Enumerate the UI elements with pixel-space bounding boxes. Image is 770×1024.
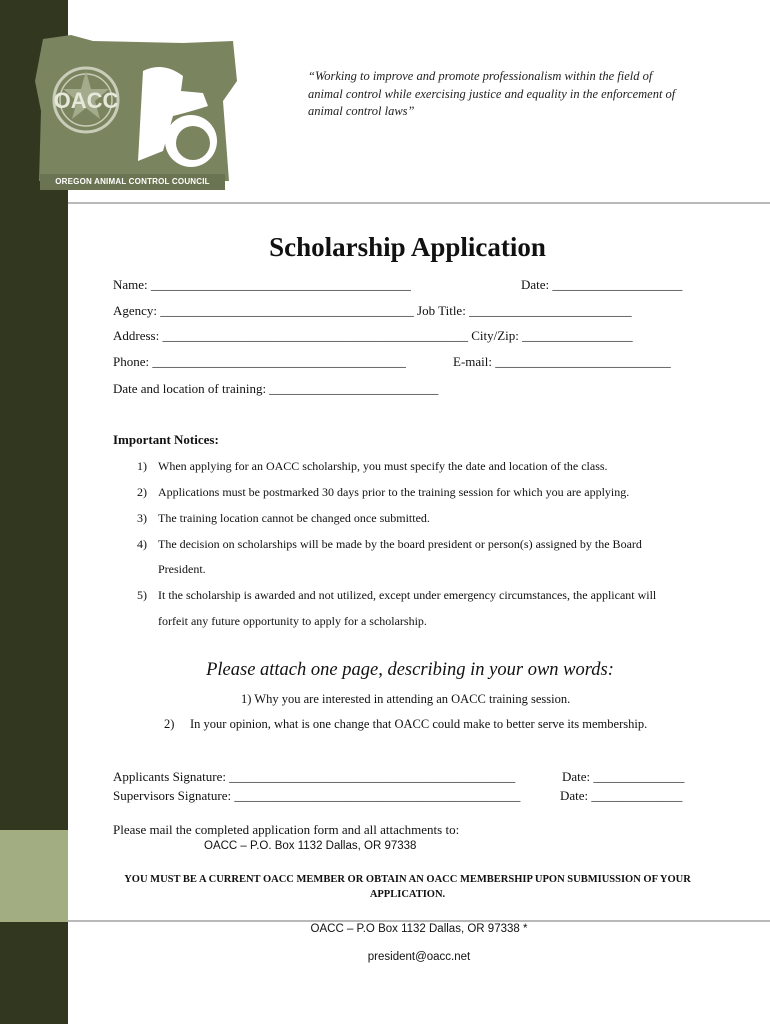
logo-text: OACC — [53, 88, 119, 113]
notice-item — [137, 537, 642, 552]
logo-caption: OREGON ANIMAL CONTROL COUNCIL — [40, 174, 225, 190]
notice-number: 4) — [137, 537, 147, 551]
email-field[interactable]: E-mail: ___________________________ — [453, 354, 671, 369]
notice-item — [137, 511, 430, 526]
notice-text: The training location cannot be changed once submitted. — [158, 511, 430, 525]
footer-divider — [68, 920, 770, 922]
notice-text: Applications must be postmarked 30 days prior to the training session for which you are applying. — [158, 485, 630, 499]
notice-number: 2) — [137, 485, 147, 499]
mail-address: OACC – P.O. Box 1132 Dallas, OR 97338 — [204, 840, 417, 852]
sidebar-light-band — [0, 830, 68, 922]
notice-item — [137, 485, 629, 500]
membership-notice: YOU MUST BE A CURRENT OACC MEMBER OR OBTAIN AN OACC MEMBERSHIP UPON SUBMIUSSION OF YOUR APPLICATION. — [124, 874, 691, 900]
notice-text: When applying for an OACC scholarship, you must specify the date and location of the class. — [158, 459, 608, 473]
footer-email[interactable]: president@oacc.net — [367, 951, 471, 963]
notice-item — [137, 459, 608, 474]
supervisor-date-field[interactable]: Date: ______________ — [560, 788, 683, 803]
mission-quote: “Working to improve and promote professionalism within the field of animal control while exercising justice and equality in the enforcement of animal control laws” — [308, 69, 676, 118]
notice-number: 1) — [137, 459, 147, 473]
footer-address: OACC – P.O Box 1132 Dallas, OR 97338 * — [310, 923, 528, 935]
sidebar-dark-band-bottom — [0, 922, 68, 1024]
phone-field[interactable]: Phone: _______________________________________ — [113, 354, 406, 369]
notice-continuation: President. — [158, 562, 206, 576]
name-field[interactable]: Name: ________________________________________ — [113, 277, 411, 292]
header-divider — [68, 202, 770, 204]
applicant-signature-field[interactable]: Applicants Signature: ____________________________________________ — [113, 769, 516, 784]
page-title: Scholarship Application — [269, 232, 546, 262]
attach-question-2: In your opinion, what is one change that OACC could make to better serve its membership. — [190, 717, 648, 731]
mail-instruction: Please mail the completed application form and all attachments to: — [113, 822, 460, 837]
supervisor-signature-field[interactable]: Supervisors Signature: ____________________________________________ — [113, 788, 521, 803]
agency-jobtitle-field[interactable]: Agency: _______________________________________ Job Title: _________________________ — [113, 303, 632, 318]
notice-text: It the scholarship is awarded and not utilized, except under emergency circumstances, the applicant will — [158, 588, 657, 602]
oacc-logo — [33, 31, 239, 191]
notices-heading: Important Notices: — [113, 432, 219, 447]
notice-continuation: forfeit any future opportunity to apply for a scholarship. — [158, 614, 427, 628]
applicant-date-field[interactable]: Date: ______________ — [562, 769, 685, 784]
date-field[interactable]: Date: ____________________ — [521, 277, 683, 292]
notice-text: The decision on scholarships will be made by the board president or person(s) assigned by the Board — [158, 537, 642, 551]
notice-number: 5) — [137, 588, 147, 602]
training-field[interactable]: Date and location of training: __________________________ — [113, 381, 439, 396]
attach-question-2-number: 2) — [164, 717, 175, 731]
notice-item — [137, 588, 656, 603]
notice-number: 3) — [137, 511, 147, 525]
attach-heading: Please attach one page, describing in your own words: — [206, 660, 614, 680]
address-cityzip-field[interactable]: Address: _______________________________________________ City/Zip: _________________ — [113, 328, 633, 343]
attach-question-1: 1) Why you are interested in attending an OACC training session. — [241, 692, 571, 706]
